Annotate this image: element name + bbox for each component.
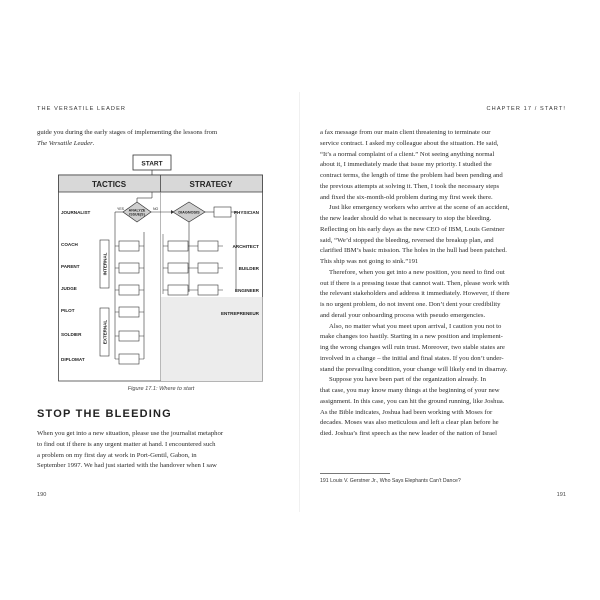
text-line: This ship was not going to sink.”191 bbox=[320, 258, 419, 265]
intro-end: . bbox=[92, 139, 95, 147]
text-line: Also, no matter what you meet upon arrival, I caution you not to bbox=[329, 322, 502, 330]
book-spread bbox=[23, 92, 576, 512]
role-architect: ARCHITECT bbox=[232, 244, 259, 249]
role-judge: JUDGE bbox=[61, 286, 77, 291]
builder-box-a bbox=[168, 263, 188, 273]
text-line: the previous attempts at solving it. Then, I took the necessary steps bbox=[320, 182, 500, 190]
parent-box bbox=[119, 263, 139, 273]
coach-box bbox=[119, 241, 139, 251]
text-line: Therefore, when you get into a new position, you need to find out bbox=[329, 268, 505, 276]
role-pilot: PILOT bbox=[61, 308, 75, 313]
role-parent: PARENT bbox=[61, 264, 80, 269]
paragraph-3 bbox=[320, 268, 560, 322]
paragraph-1 bbox=[320, 128, 560, 203]
text-line: to find out if there is any urgent matter at hand. I encountered such bbox=[37, 440, 216, 448]
text-line: ing the wrong changes will ruin trust. Moreover, two stable states are bbox=[320, 344, 505, 351]
figure-caption: Figure 17.1: Where to start bbox=[127, 386, 195, 392]
physician-box bbox=[214, 207, 231, 217]
text-line: is no urgent problem, do not invent one. Don’t dent your credibility bbox=[320, 301, 501, 308]
pilot-box bbox=[119, 307, 139, 317]
footnote-rule bbox=[320, 473, 390, 474]
footnote: 191 Louis V. Gerstner Jr., Who Says Elephants Can’t Dance? bbox=[320, 478, 461, 484]
empty-strategy-area bbox=[161, 297, 263, 381]
role-soldier: SOLDIER bbox=[61, 332, 82, 337]
judge-box bbox=[119, 285, 139, 295]
text-line: make changes too hastily. Starting in a new position and implement- bbox=[320, 333, 503, 341]
text-line: September 1997. We had just started with the handover when I saw bbox=[37, 462, 217, 470]
architect-box-a bbox=[168, 241, 188, 251]
role-diplomat: DIPLOMAT bbox=[61, 357, 85, 362]
engineer-box-b bbox=[198, 285, 218, 295]
text-line: died. Joshua’s first speech as the new leader of the nation of Israel bbox=[320, 430, 497, 437]
text-line: a fax message from our main client threatening to terminate our bbox=[320, 129, 491, 136]
bottom-text bbox=[37, 429, 277, 472]
text-line: Just like emergency workers who arrive at the scene of an accident, bbox=[329, 204, 510, 212]
text-line: stand the prevailing condition, your change will likely end in disarray. bbox=[320, 365, 508, 373]
text-line: the new leader should do what is necessary to stop the bleeding. bbox=[320, 215, 492, 222]
paragraph-4 bbox=[320, 322, 560, 376]
figure-where-to-start bbox=[58, 154, 263, 382]
text-line: contract terms, the length of time the problem had been pending and bbox=[320, 172, 503, 179]
right-body-text bbox=[320, 128, 560, 440]
book-title: The Versatile Leader bbox=[37, 139, 93, 147]
text-line: clarified IBM’s basic mission. The holes in the hull had been patched. bbox=[320, 247, 507, 255]
text-line: assignment. In this case, you can hit the ground running, like Joshua. bbox=[320, 397, 505, 405]
role-physician: PHYSICIAN bbox=[233, 210, 259, 215]
diplomat-box bbox=[119, 354, 139, 364]
running-head-left: THE VERSATILE LEADER bbox=[37, 106, 127, 112]
builder-box-b bbox=[198, 263, 218, 273]
text-line: Suppose you have been part of the organization already. In bbox=[329, 376, 486, 384]
strategy-header: STRATEGY bbox=[189, 180, 233, 189]
role-builder: BUILDER bbox=[238, 266, 259, 271]
left-page bbox=[23, 92, 299, 512]
text-line: that case, you may know many things at the beginning of your new bbox=[320, 387, 500, 394]
tactics-header: TACTICS bbox=[91, 180, 127, 189]
paragraph-5 bbox=[320, 375, 560, 440]
text-line: about it, I immediately made that issue my priority. I studied the bbox=[320, 161, 492, 169]
intro-line: guide you during the early stages of implementing the lessons from bbox=[37, 129, 218, 136]
text-line: and fixed the six-month-old problem during my first week there. bbox=[320, 193, 493, 201]
text-line: Reflecting on his early days as the new CEO of IBM, Louis Gerstner bbox=[320, 225, 505, 233]
architect-box-b bbox=[198, 241, 218, 251]
text-line: involved in a change – the initial and final states. If you don’t under- bbox=[320, 354, 504, 362]
engineer-box-a bbox=[168, 285, 188, 295]
text-line: When you get into a new situation, please use the journalist metaphor bbox=[37, 430, 224, 437]
text-line: “It’s a normal complaint of a client.” Not seeing anything normal bbox=[320, 150, 495, 158]
role-entrepreneur: ENTREPRENEUR bbox=[220, 311, 259, 316]
start-label: START bbox=[141, 160, 163, 168]
internal-label: INTERNAL bbox=[102, 252, 108, 276]
text-line: a problem on my first day at work in Port-Gentil, Gabon, in bbox=[37, 451, 197, 459]
external-label: EXTERNAL bbox=[102, 319, 108, 345]
role-engineer: ENGINEER bbox=[235, 288, 259, 293]
paragraph-2 bbox=[320, 203, 560, 268]
analyze-label-2: ISSUE(S) bbox=[129, 212, 145, 217]
text-line: the relevant stakeholders and address it immediately. However, if there bbox=[320, 290, 510, 298]
analyze-label: ANALYZE bbox=[128, 208, 146, 213]
no-label: NO bbox=[153, 207, 159, 211]
soldier-box bbox=[119, 331, 139, 341]
text-line: decades. Moses was also meticulous and left a clear plan before he bbox=[320, 419, 499, 427]
running-head-right: CHAPTER 17 / START! bbox=[486, 106, 566, 112]
text-line: and derail your onboarding process with pseudo emergencies. bbox=[320, 311, 486, 319]
role-coach: COACH bbox=[61, 242, 78, 247]
intro-text bbox=[37, 128, 277, 150]
text-line: said, “We’d stopped the bleeding, reversed the breakup plan, and bbox=[320, 236, 494, 244]
page-number-left: 190 bbox=[37, 492, 47, 498]
page-number-right: 191 bbox=[556, 492, 566, 498]
text-line: service contract. I asked my colleague about the situation. He said, bbox=[320, 139, 499, 147]
text-line: As the Bible indicates, Joshua had been working with Moses for bbox=[320, 408, 493, 416]
role-journalist: JOURNALIST bbox=[61, 210, 91, 215]
text-line: out if there is a pressing issue that cannot wait. Then, please work with bbox=[320, 279, 510, 287]
yes-label: YES bbox=[117, 207, 125, 211]
diagnosis-label: DIAGNOSIS bbox=[178, 210, 200, 215]
right-page bbox=[300, 92, 576, 512]
section-heading: STOP THE BLEEDING bbox=[37, 408, 172, 420]
